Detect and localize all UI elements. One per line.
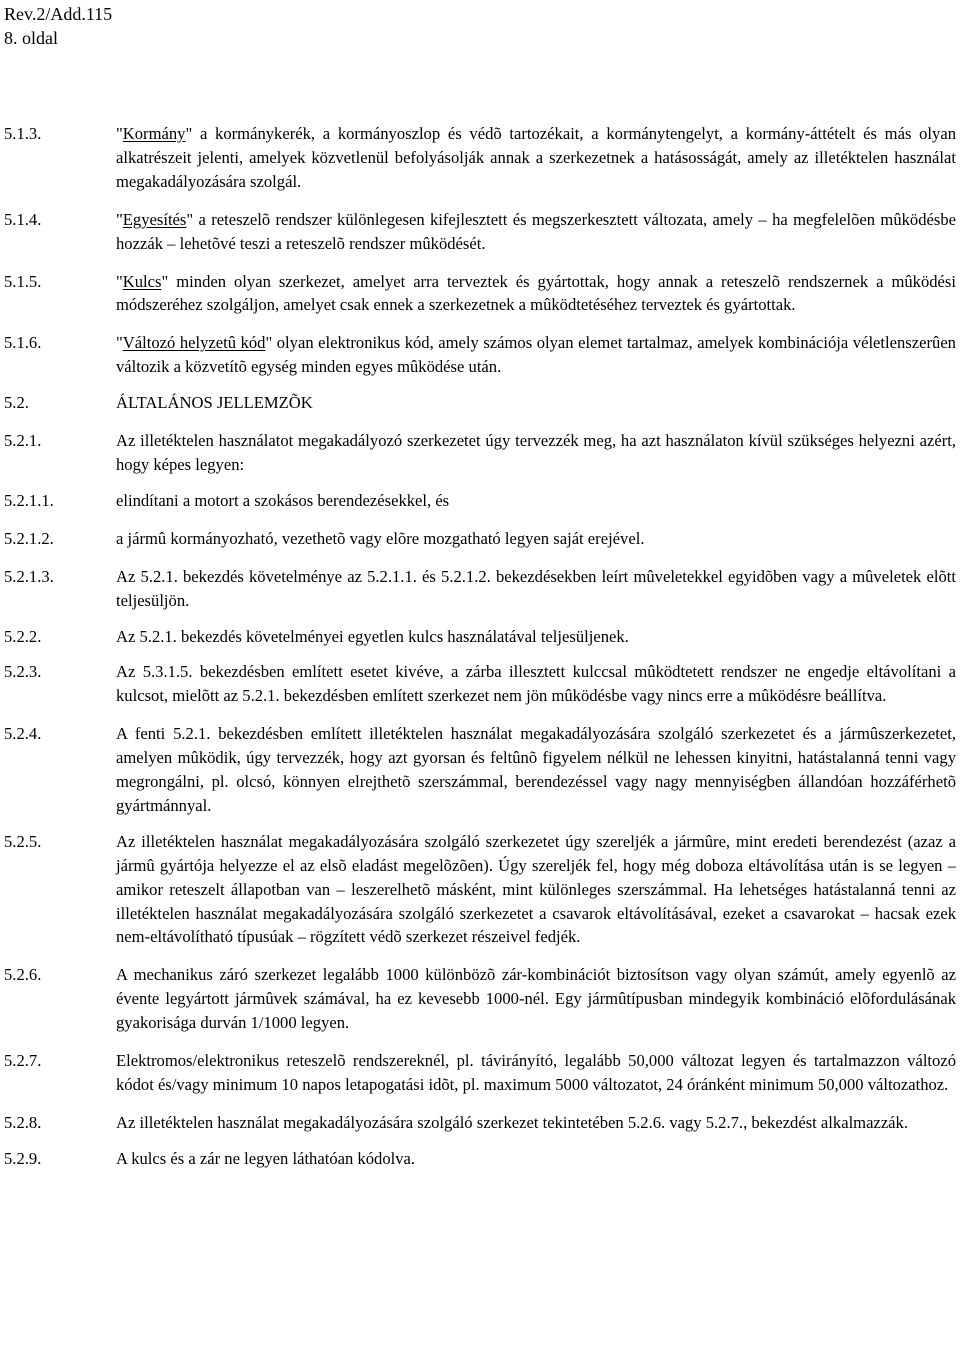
paragraph-text: Az illetéktelen használat megakadályozására szolgáló szerkezet tekintetében 5.2.6. vagy 5.2.7., bekezdést alkalmazzák. [116,1112,908,1132]
paragraph [4,1147,956,1171]
paragraph-text: A fenti 5.2.1. bekezdésben említett illetéktelen használat megakadályozására szolgáló szerkezetet és a jármûszerkezetet, amelyen mûködik, úgy tervezzék, hogy azt gyorsan és feltûnõ figyelem nélkül ne lehessen kinyitni, hatástalanná tenni vagy megrongálni, pl. olcsó, könnyen elrejthetõ szerszámmal, berendezéssel vagy nagy mennyiségben állandóan hozzáférhetõ gyártmánnyal. [116,724,956,815]
paragraph [4,963,956,1035]
quote-open: " [116,333,123,353]
paragraph-number: 5.2.9. [4,1148,42,1168]
paragraph [4,722,956,818]
document-reference: Rev.2/Add.115 [4,4,113,24]
paragraph-text: Az 5.2.1. bekezdés követelményei egyetlen kulcs használatával teljesüljenek. [116,626,629,646]
paragraph-text [116,331,956,379]
paragraph-number: 5.2.8. [4,1112,42,1132]
paragraph [4,270,956,318]
paragraph [4,208,956,256]
definition-text: " a reteszelõ rendszer különlegesen kifejlesztett és megszerkesztett változata, amely – ha megfelelõen mûködésbe hozzák – lehetõvé teszi a reteszelõ rendszer mûködését. [116,209,956,253]
paragraph-number: 5.1.5. [4,271,42,291]
page-number: 8. oldal [4,28,58,48]
paragraph [4,429,956,477]
paragraph-text [116,208,956,256]
paragraph-text: Az 5.2.1. bekezdés követelménye az 5.2.1.1. és 5.2.1.2. bekezdésekben leírt mûveletekkel egyidõben vagy a mûveletek elõtt teljesüljön. [116,566,956,610]
paragraph-text: a jármû kormányozható, vezethetõ vagy elõre mozgatható legyen saját erejével. [116,528,645,548]
paragraph-number: 5.2.5. [4,831,42,851]
paragraph-number: 5.1.6. [4,333,42,353]
quote-open: " [116,271,123,291]
paragraph [4,830,956,950]
paragraph-number: 5.1.4. [4,209,42,229]
quote-open: " [116,124,123,143]
paragraph-text: A kulcs és a zár ne legyen láthatóan kódolva. [116,1148,416,1168]
page-header [4,2,112,50]
definition-text: " olyan elektronikus kód, amely számos olyan elemet tartalmaz, amelyek kombinációja véletlenszerûen változik a közvetítõ egység minden egyes mûködése után. [116,333,956,377]
paragraph [4,331,956,379]
paragraph-text: Elektromos/elektronikus reteszelõ rendszereknél, pl. távirányító, legalább 50,000 változat legyen és tartalmazzon változó kódot és/vagy minimum 10 napos letapogatási idõt, pl. maximum 5000 változatot, 24 óránként minimum 50,000 változathoz. [116,1051,956,1094]
defined-term: Egyesítés [122,209,187,229]
paragraph-number: 5.2.4. [4,724,42,744]
paragraph-text: elindítani a motort a szokásos berendezésekkel, és [116,490,450,510]
paragraph-number: 5.2.1.3. [4,566,54,586]
paragraph-text: Az 5.3.1.5. bekezdésben említett esetet kivéve, a zárba illesztett kulccsal mûködtetett rendszer ne engedje eltávolítani a kulcsot, mielõtt az 5.2.1. bekezdésben említett szerkezet nem jön mûködésbe vagy nincs erre a mûködésre beállítva. [116,662,956,706]
paragraph-number: 5.2. [4,393,29,413]
paragraph-number: 5.2.1. [4,431,42,451]
quote-open: " [116,209,123,229]
paragraph-number: 5.2.1.2. [4,528,54,548]
section-heading [4,391,956,415]
paragraph [4,122,956,194]
paragraph [4,489,956,513]
defined-term: Kormány [122,124,186,143]
paragraph-text [116,270,956,318]
paragraph-text: Az illetéktelen használatot megakadályozó szerkezetet úgy tervezzék meg, ha azt használaton kívül szükséges helyezni azért, hogy képes legyen: [116,431,956,474]
paragraph-text [116,122,956,194]
paragraph [4,625,956,649]
definition-text: " minden olyan szerkezet, amelyet arra terveztek és gyártottak, hogy annak a reteszelõ rendszernek a mûködési módszeréhez szolgáljon, amelyet csak ennek a szerkezetnek a mûködtetéséhez terveztek és gyártottak. [116,271,956,315]
paragraph-number: 5.2.1.1. [4,490,54,510]
paragraph [4,1049,956,1097]
paragraph-number: 5.2.2. [4,626,42,646]
paragraph [4,1111,956,1135]
defined-term: Változó helyzetû kód [122,333,266,353]
paragraph-number: 5.2.6. [4,965,42,985]
paragraph [4,660,956,708]
document-body [4,122,956,1183]
defined-term: Kulcs [122,271,162,291]
paragraph-text: ÁLTALÁNOS JELLEMZÕK [116,393,313,413]
paragraph [4,565,956,613]
paragraph-number: 5.1.3. [4,124,42,143]
paragraph-text: Az illetéktelen használat megakadályozására szolgáló szerkezetet úgy szereljék a jármûre, mint eredeti berendezést (azaz a jármû gyártója helyezze el az elsõ eladást megelõzõen). Úgy szereljék fel, hogy még doboza eltávolítása után is se legyen – amikor reteszelt állapotban van – leszerelhetõ másként, mint különleges szerszámmal. Ha lehetséges hatástalanná tenni az illetéktelen használat megakadályozására szolgáló szerkezetet a csavarok eltávolításával, ezeket a csavarokat – hacsak ezek nem-eltávolítható típusúak – rögzített védõ szerkezet részeivel fedjék. [116,831,956,947]
definition-text: " a kormánykerék, a kormányoszlop és védõ tartozékait, a kormánytengelyt, a kormány-áttételt és más olyan alkatrészeit jelenti, amelyek közvetlenül befolyásolják annak a szerkezetnek a hatásosságát, amely az illetéktelen használat megakadályozására szolgál. [116,124,956,191]
paragraph [4,527,956,551]
paragraph-text: A mechanikus záró szerkezet legalább 1000 különbözõ zár-kombinációt biztosítson vagy olyan számút, amely egyenlõ az évente legyártott jármûvek számával, ha ez kevesebb 1000-nél. Egy jármûtípusban mindegyik kombináció elõfordulásának gyakorisága durván 1/1000 legyen. [116,965,956,1033]
paragraph-number: 5.2.3. [4,662,42,682]
paragraph-number: 5.2.7. [4,1051,42,1071]
